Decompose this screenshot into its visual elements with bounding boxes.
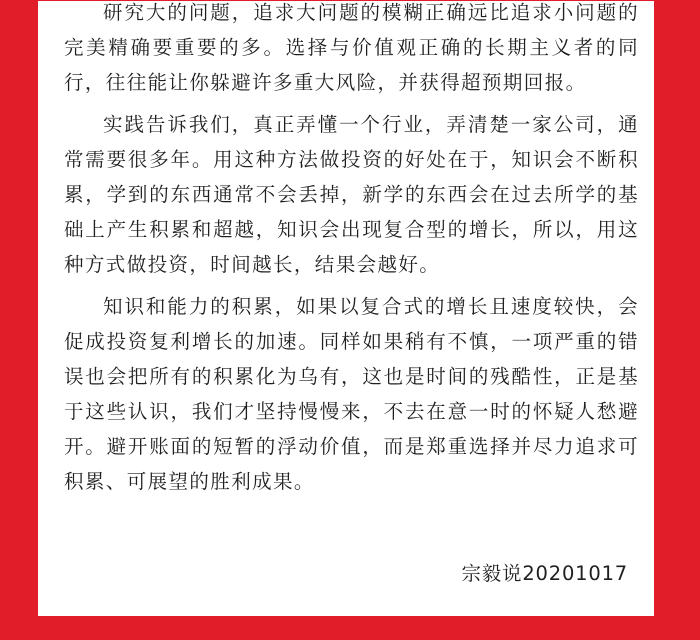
paragraph-3: 知识和能力的积累，如果以复合式的增长且速度较快，会促成投资复利增长的加速。同样如果稍有不慎，一项严重的错误也会把所有的积累化为乌有，这也是时间的残酷性，正是基于这些认识，我们才坚持慢慢来，不去在意一时的怀疑人愁避开。避开账面的短暂的浮动价值，而是郑重选择并尽力追求可积累、可展望的胜利成果。 xyxy=(64,295,639,493)
paragraph-2: 实践告诉我们，真正弄懂一个行业，弄清楚一家公司，通常需要很多年。用这种方法做投资的好处在于，知识会不断积累，学到的东西通常不会丢掉，新学的东西会在过去所学的基础上产生积累和超越，知识会出现复合型的增长，所以，用这种方式做投资，时间越长，结果会越好。 xyxy=(64,113,639,276)
paragraph-1: 研究大的问题，追求大问题的模糊正确远比追求小问题的完美精确要重要的多。选择与价值观正确的长期主义者的同行，往往能让你躲避许多重大风险，并获得超预期回报。 xyxy=(64,1,639,94)
signature: 宗毅说20201017 xyxy=(461,562,628,585)
article-body xyxy=(64,0,639,506)
